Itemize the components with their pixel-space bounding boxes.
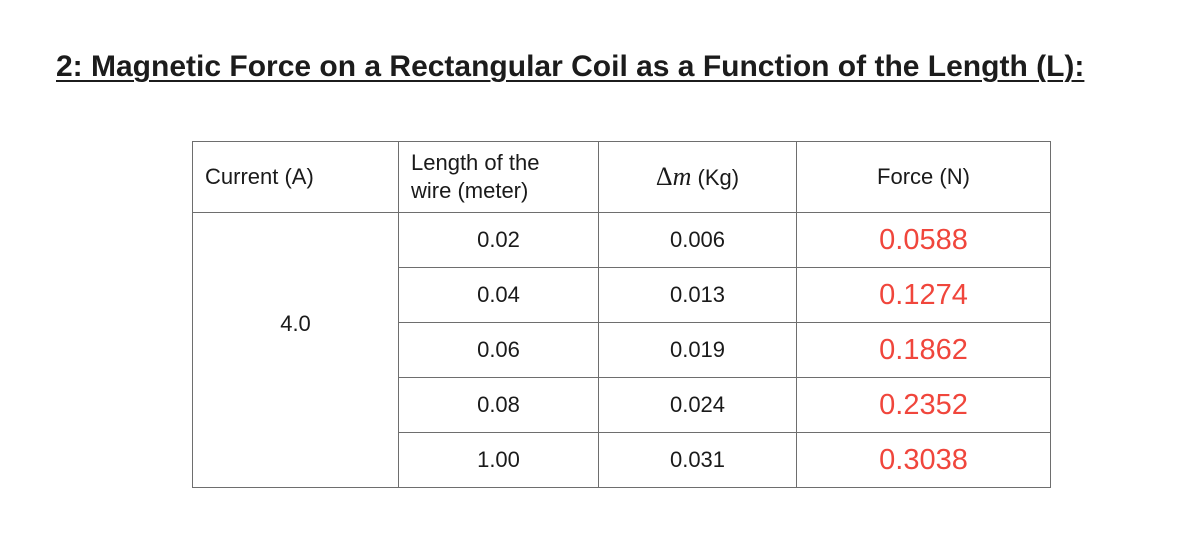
length-cell: 0.08: [399, 378, 599, 433]
table-row: [193, 213, 1051, 268]
header-length: [399, 142, 599, 213]
delta-m-symbol: [656, 162, 692, 191]
header-current: Current (A): [193, 142, 399, 213]
delta-m-cell: 0.019: [599, 323, 797, 378]
header-force: Force (N): [797, 142, 1051, 213]
force-cell: 0.3038: [797, 433, 1051, 488]
force-cell: 0.1862: [797, 323, 1051, 378]
mass-unit: (Kg): [691, 165, 740, 190]
delta-m-cell: 0.024: [599, 378, 797, 433]
header-length-line2: wire (meter): [411, 178, 529, 203]
header-delta-mass: [599, 142, 797, 213]
page-title: 2: Magnetic Force on a Rectangular Coil as a Function of the Length (L):: [56, 50, 1085, 83]
length-cell: 0.06: [399, 323, 599, 378]
delta-m-cell: 0.006: [599, 213, 797, 268]
force-cell: 0.1274: [797, 268, 1051, 323]
current-value-cell: [193, 213, 399, 488]
delta-m-cell: 0.013: [599, 268, 797, 323]
mass-variable: m: [672, 162, 692, 191]
data-table: [192, 141, 1051, 488]
length-cell: 1.00: [399, 433, 599, 488]
header-length-line1: Length of the: [411, 150, 540, 175]
delta-symbol: Δ: [655, 162, 673, 191]
force-cell: 0.0588: [797, 213, 1051, 268]
length-cell: 0.04: [399, 268, 599, 323]
table-header-row: [193, 142, 1051, 213]
force-cell: 0.2352: [797, 378, 1051, 433]
length-cell: 0.02: [399, 213, 599, 268]
current-value: 4.0: [280, 311, 311, 336]
delta-m-cell: 0.031: [599, 433, 797, 488]
